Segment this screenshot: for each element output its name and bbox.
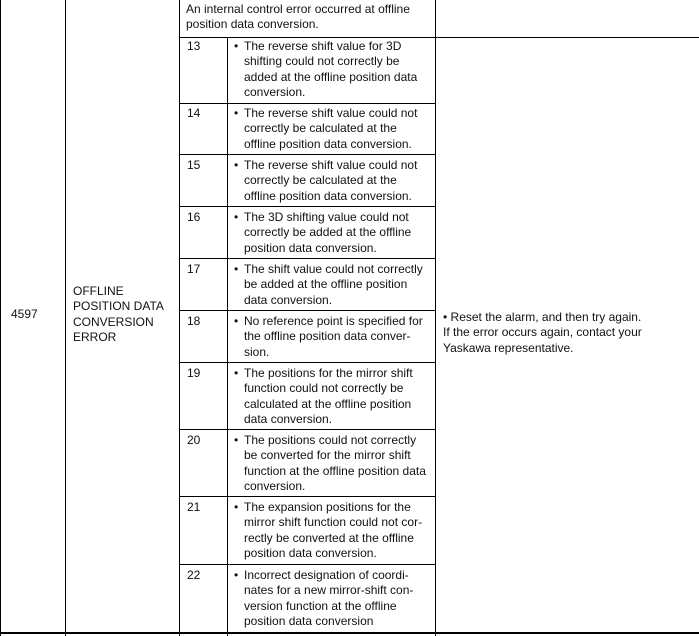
subcode-number: 15 [187, 158, 201, 172]
subcode-line: position data conversion. [244, 240, 377, 255]
subcode-divider [179, 564, 436, 565]
remedy-line: • Reset the alarm, and then try again. [443, 310, 642, 324]
subcode-line: data conversion. [244, 412, 333, 427]
bullet-icon: • [234, 262, 239, 276]
subcode-line: The expansion positions for the [244, 500, 411, 514]
bullet-icon: • [234, 433, 239, 447]
subcode-number: 17 [187, 262, 201, 276]
bullet-icon: • [234, 500, 239, 514]
subcode-line: correctly be calculated at the [244, 173, 397, 188]
subcode-line: The reverse shift value could not [244, 158, 418, 172]
subcode-divider [179, 429, 436, 430]
subcode-line: offline position data conversion. [244, 188, 412, 203]
column-divider-meaning [435, 0, 436, 636]
subcode-line: position data conversion. [244, 546, 377, 561]
subcode-line: data conversion. [244, 292, 333, 307]
subcode-line: position data conversion [244, 614, 374, 629]
subcode-description [234, 500, 422, 562]
column-divider-subcode [227, 37, 228, 636]
subcode-line: The positions for the mirror shift [244, 366, 413, 380]
subcode-line: be added at the offline position [244, 277, 408, 292]
column-divider-name [179, 0, 180, 636]
subcode-divider [179, 310, 436, 311]
table-bottom-border [0, 632, 699, 634]
alarm-name-line: CONVERSION [73, 314, 154, 329]
subcode-line: sion. [244, 344, 270, 359]
subcode-description [234, 568, 413, 630]
alarm-name [73, 284, 164, 346]
alarm-name-line: OFFLINE [73, 284, 124, 298]
subcode-number: 14 [187, 106, 201, 120]
subcode-line: be converted for the mirror shift [244, 448, 411, 463]
subcode-number: 21 [187, 500, 201, 514]
subcode-divider [179, 496, 436, 497]
subcode-line: offline position data conversion. [244, 136, 412, 151]
subcode-description [234, 314, 423, 360]
subcode-line: version function at the offline [244, 598, 397, 613]
alarm-number: 4597 [11, 307, 38, 321]
remedy-line: If the error occurs again, contact your [443, 325, 642, 340]
alarm-meaning [186, 2, 410, 33]
bullet-icon: • [234, 39, 239, 53]
subcode-description [234, 262, 423, 308]
subcode-description [234, 210, 411, 256]
subcode-divider [179, 154, 436, 155]
subcode-line: correctly be added at the offline [244, 225, 412, 240]
subcode-divider [179, 258, 436, 259]
subcode-number: 19 [187, 366, 201, 380]
subcode-number: 13 [187, 39, 201, 53]
subcode-line: shifting could not correctly be [244, 54, 400, 69]
subcode-line: No reference point is specified for [244, 314, 423, 328]
alarm-meaning-line: position data conversion. [186, 17, 319, 32]
subcode-line: conversion. [244, 479, 306, 494]
subcode-description [234, 366, 413, 428]
bullet-icon: • [234, 568, 239, 582]
alarm-remedy [443, 310, 642, 356]
subcode-description [234, 433, 426, 495]
subcode-divider [179, 362, 436, 363]
remedy-line: Yaskawa representative. [443, 340, 574, 355]
subcode-line: mirror shift function could not cor- [244, 515, 423, 530]
subcode-number: 22 [187, 568, 201, 582]
subcode-divider [179, 206, 436, 207]
subcode-line: rectly be converted at the offline [244, 530, 414, 545]
subcode-line: added at the offline position data [244, 69, 418, 84]
subcode-line: nates for a new mirror-shift con- [244, 583, 414, 598]
meaning-header-divider [179, 37, 699, 38]
subcode-line: function could not correctly be [244, 381, 404, 396]
bullet-icon: • [234, 210, 239, 224]
alarm-meaning-line: An internal control error occurred at offline [186, 2, 410, 16]
subcode-divider [179, 103, 436, 104]
subcode-description [234, 106, 417, 152]
subcode-number: 18 [187, 314, 201, 328]
column-divider-number [65, 0, 66, 636]
bullet-icon: • [234, 366, 239, 380]
subcode-line: function at the offline position data [244, 463, 426, 478]
subcode-line: calculated at the offline position [244, 396, 412, 411]
subcode-line: Incorrect designation of coordi- [244, 568, 409, 582]
subcode-description [234, 39, 417, 101]
subcode-line: The 3D shifting value could not [244, 210, 409, 224]
bullet-icon: • [234, 158, 239, 172]
subcode-line: The reverse shift value for 3D [244, 39, 402, 53]
subcode-description [234, 158, 417, 204]
subcode-number: 20 [187, 433, 201, 447]
subcode-line: correctly be calculated at the [244, 121, 397, 136]
alarm-name-line: ERROR [73, 330, 117, 345]
alarm-name-line: POSITION DATA [73, 299, 164, 314]
subcode-line: The reverse shift value could not [244, 106, 418, 120]
bullet-icon: • [234, 106, 239, 120]
table-left-border [0, 0, 1, 636]
bullet-icon: • [234, 314, 239, 328]
subcode-line: The shift value could not correctly [244, 262, 423, 276]
subcode-line: The positions could not correctly [244, 433, 417, 447]
subcode-line: the offline position data conver- [244, 329, 411, 344]
subcode-line: conversion. [244, 85, 306, 100]
subcode-number: 16 [187, 210, 201, 224]
